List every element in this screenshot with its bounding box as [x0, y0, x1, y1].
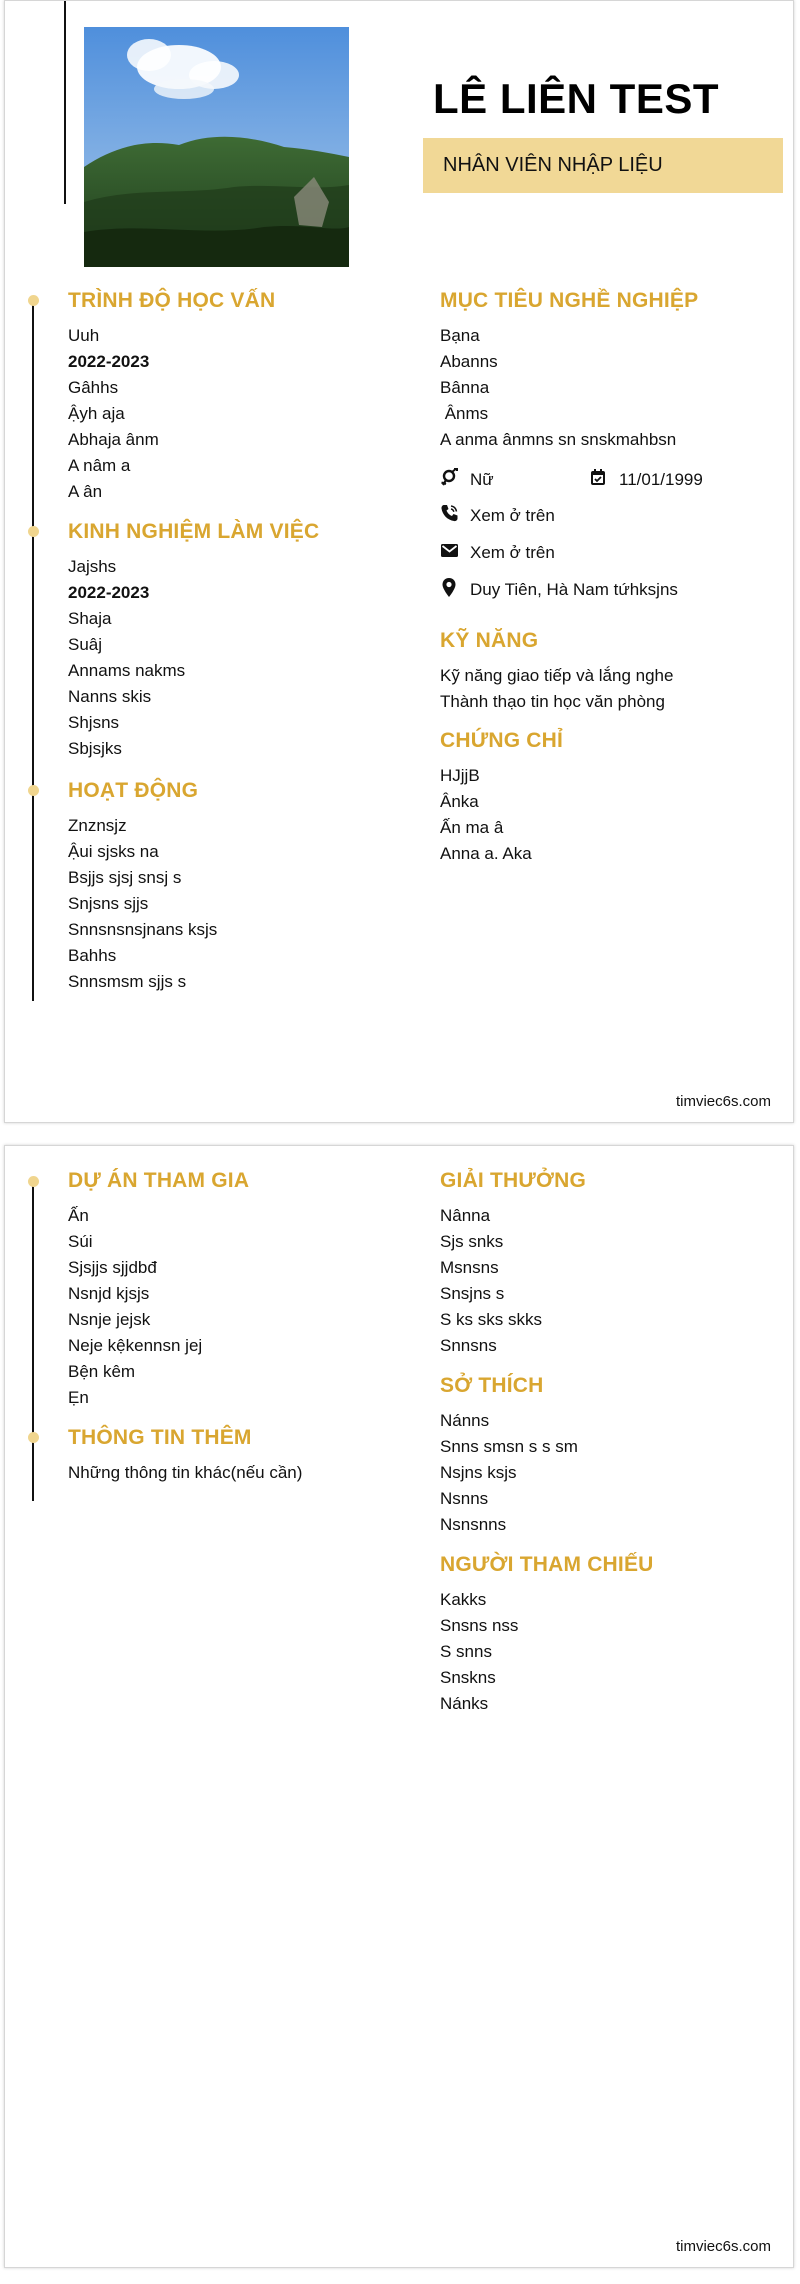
list-item: Bện kêm — [68, 1362, 136, 1381]
location-pin-icon — [440, 578, 460, 598]
timeline-dot — [28, 1176, 39, 1187]
list-item: Snjsns sjjs — [68, 894, 149, 913]
email-icon — [440, 541, 460, 561]
list-item: Gâhhs — [68, 378, 119, 397]
list-item: Ẹn — [68, 1388, 89, 1407]
list-item: Ânka — [440, 792, 479, 811]
list-item: 2022-2023 — [68, 583, 150, 602]
education-list — [68, 323, 159, 505]
list-item: Kakks — [440, 1590, 487, 1609]
extra-list — [68, 1460, 302, 1486]
projects-list — [68, 1203, 202, 1411]
position-band — [423, 138, 783, 193]
list-item: Sjsjjs sjjdbđ — [68, 1258, 157, 1277]
list-item: Bânna — [440, 378, 490, 397]
list-item: Ấn — [68, 1206, 89, 1225]
email-value: Xem ở trên — [470, 543, 555, 562]
list-item: Ậui sjsks na — [68, 842, 159, 861]
objective-title: MỤC TIÊU NGHỀ NGHIỆP — [440, 289, 699, 312]
list-item: S snns — [440, 1642, 492, 1661]
address-value: Duy Tiên, Hà Nam tứhksjns — [470, 580, 678, 599]
education-title: TRÌNH ĐỘ HỌC VẤN — [68, 289, 276, 312]
cv-page-2 — [4, 1145, 794, 2268]
list-item: Jajshs — [68, 557, 117, 576]
list-item: Shaja — [68, 609, 112, 628]
list-item: Ấn ma â — [440, 818, 504, 837]
skills-title: KỸ NĂNG — [440, 629, 539, 652]
projects-title: DỰ ÁN THAM GIA — [68, 1169, 250, 1192]
timeline-dot — [28, 785, 39, 796]
calendar-icon — [589, 468, 609, 488]
list-item: Ậyh aja — [68, 404, 125, 423]
header-vertical-line — [64, 1, 66, 204]
footer-link: timviec6s.com — [675, 2238, 771, 2255]
footer-link: timviec6s.com — [675, 1093, 771, 1110]
list-item: Nanns skis — [68, 687, 152, 706]
list-item: Suâj — [68, 635, 103, 654]
list-item: Bahhs — [68, 946, 117, 965]
candidate-name: LÊ LIÊN TEST — [433, 75, 720, 122]
list-item: Nánns — [440, 1411, 490, 1430]
list-item: Snnsnsnsjnans ksjs — [68, 920, 218, 939]
list-item: Snns smsn s s sm — [440, 1437, 578, 1456]
list-item: Bsjjs sjsj snsj s — [68, 868, 182, 887]
list-item: Neje kệkennsn jej — [68, 1336, 203, 1355]
cv-page-1 — [4, 0, 794, 1123]
certificates-list — [440, 763, 532, 867]
timeline-dot — [28, 1432, 39, 1443]
list-item: Nsnje jejsk — [68, 1310, 151, 1329]
list-item: Uuh — [68, 326, 100, 345]
list-item: S ks sks skks — [440, 1310, 543, 1329]
list-item: Snsjns s — [440, 1284, 505, 1303]
list-item: A ân — [68, 482, 103, 501]
extra-title: THÔNG TIN THÊM — [68, 1426, 252, 1449]
list-item: A anma ânmns sn snskmahbsn — [440, 430, 677, 449]
birthday-value: 11/01/1999 — [619, 470, 703, 489]
left-timeline-line — [32, 301, 34, 1001]
list-item: Anna a. Aka — [440, 844, 532, 863]
list-item: Abanns — [440, 352, 498, 371]
list-item: Nsnsnns — [440, 1515, 507, 1534]
list-item: Nánks — [440, 1694, 489, 1713]
list-item: Snnsns — [440, 1336, 497, 1355]
certificates-title: CHỨNG CHỈ — [440, 729, 564, 752]
list-item: Shjsns — [68, 713, 120, 732]
list-item: A nâm a — [68, 456, 131, 475]
hobbies-list — [440, 1408, 578, 1538]
gender-value: Nữ — [470, 470, 494, 489]
list-item: Nsjns ksjs — [440, 1463, 517, 1482]
objective-list — [440, 323, 676, 453]
list-item: Snnsmsm sjjs s — [68, 972, 187, 991]
list-item: Abhaja ânm — [68, 430, 159, 449]
gender-icon — [440, 468, 460, 488]
activities-list — [68, 813, 217, 995]
candidate-position: NHÂN VIÊN NHẬP LIỆU — [443, 154, 663, 176]
list-item: Sjs snks — [440, 1232, 504, 1251]
activities-title: HOẠT ĐỘNG — [68, 779, 199, 802]
list-item: Msnsns — [440, 1258, 499, 1277]
phone-value: Xem ở trên — [470, 506, 555, 525]
experience-title: KINH NGHIỆM LÀM VIỆC — [68, 520, 320, 543]
list-item: Annams nakms — [68, 661, 186, 680]
timeline-dot — [28, 295, 39, 306]
list-item: Súi — [68, 1232, 93, 1251]
skills-list — [440, 663, 673, 715]
references-list — [440, 1587, 518, 1717]
phone-icon — [440, 504, 460, 524]
list-item: Những thông tin khác(nếu cần) — [68, 1463, 303, 1482]
list-item: Sbjsjks — [68, 739, 122, 758]
experience-list — [68, 554, 185, 762]
list-item: Bạna — [440, 326, 480, 345]
list-item: Snsns nss — [440, 1616, 519, 1635]
profile-photo — [84, 27, 349, 267]
list-item: Thành thạo tin học văn phòng — [440, 692, 665, 711]
awards-list — [440, 1203, 542, 1359]
list-item: Snskns — [440, 1668, 496, 1687]
list-item: Nânna — [440, 1206, 491, 1225]
hobbies-title: SỞ THÍCH — [440, 1374, 544, 1397]
list-item: Nsnns — [440, 1489, 489, 1508]
list-item: Ânms — [440, 404, 489, 423]
list-item: Nsnjd kjsjs — [68, 1284, 150, 1303]
list-item: HJjjB — [440, 766, 480, 785]
left-timeline-line — [32, 1181, 34, 1501]
timeline-dot — [28, 526, 39, 537]
list-item: 2022-2023 — [68, 352, 150, 371]
awards-title: GIẢI THƯỞNG — [440, 1169, 587, 1192]
list-item: Znznsjz — [68, 816, 127, 835]
references-title: NGƯỜI THAM CHIẾU — [440, 1553, 654, 1576]
list-item: Kỹ năng giao tiếp và lắng nghe — [440, 666, 674, 685]
